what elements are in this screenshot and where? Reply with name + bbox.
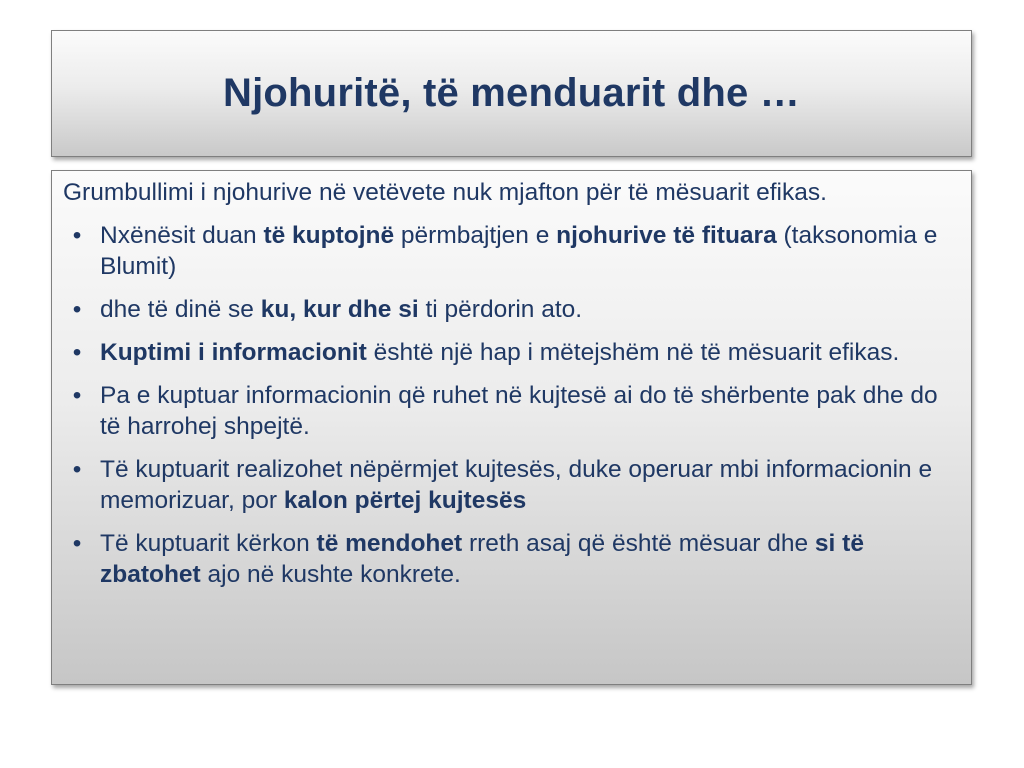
bullet-item-understand	[63, 220, 963, 282]
intro-text: Grumbullimi i njohurive në vetëvete nuk mjafton për të mësuarit efikas.	[63, 179, 827, 206]
bullet-text: ajo në kushte konkrete.	[200, 561, 461, 588]
bullet-bold-text: të mendohet	[316, 530, 463, 557]
bullet-text: Pa e kuptuar informacionin që ruhet në kujtesë ai do të shërbente pak dhe do të harrohej shpejtë.	[100, 382, 938, 440]
bullet-bold-text: njohurive të fituara	[556, 222, 777, 249]
bullet-icon: •	[72, 456, 82, 483]
bullet-bold-text: të kuptojnë	[263, 222, 395, 249]
bullet-text: është një hap i mëtejshëm në të mësuarit efikas.	[366, 339, 900, 366]
bullet-text: Të kuptuarit kërkon	[100, 530, 317, 557]
bullet-text: Nxënësit duan	[100, 222, 264, 249]
bullet-list	[63, 220, 963, 590]
bullet-text: ti përdorin ato.	[418, 296, 583, 323]
bullet-item-beyond-memory	[63, 454, 963, 516]
slide-title: Njohuritë, të menduarit dhe …	[223, 71, 800, 115]
bullet-text: (taksonomia e Blumit)	[100, 222, 938, 280]
bullet-icon: •	[72, 296, 82, 323]
title-box	[51, 30, 972, 157]
bullet-bold-text: Kuptimi i informacionit	[100, 339, 367, 366]
bullet-icon: •	[72, 382, 82, 409]
bullet-item-where-when-how	[63, 294, 963, 325]
bullet-text: dhe të dinë se	[100, 296, 261, 323]
bullet-text: rreth asaj që është mësuar dhe	[462, 530, 815, 557]
bullet-text: Të kuptuarit realizohet nëpërmjet kujtesës, duke operuar mbi informacionin e memorizuar, por	[100, 456, 933, 514]
bullet-bold-text: ku, kur dhe si	[260, 296, 419, 323]
bullet-item-comprehension	[63, 337, 963, 368]
bullet-icon: •	[72, 530, 82, 557]
bullet-bold-text: si të zbatohet	[100, 530, 864, 588]
bullet-bold-text: kalon përtej kujtesës	[283, 487, 527, 514]
bullet-text: përmbajtjen e	[394, 222, 557, 249]
bullet-item-memory	[63, 380, 963, 442]
bullet-icon: •	[72, 339, 82, 366]
bullet-item-thinking	[63, 528, 963, 590]
bullet-icon: •	[72, 222, 82, 249]
content-box	[51, 170, 972, 685]
